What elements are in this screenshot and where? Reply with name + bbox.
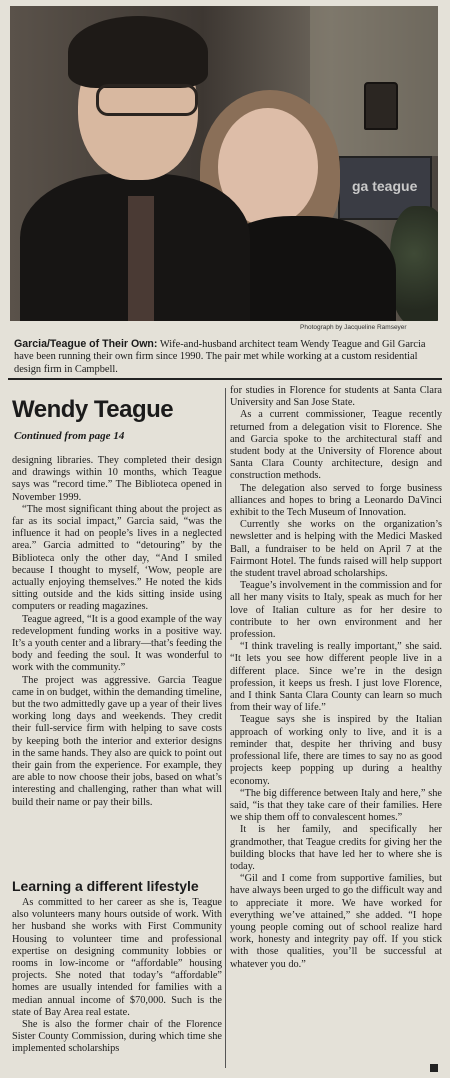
paragraph: She is also the former chair of the Florence Sister County Commission, during which time she implemented scholarships xyxy=(12,1019,222,1055)
paragraph: Teague’s involvement in the commission and for all her many visits to Italy, speak as much for her love of Italian culture as for her desire to contribute to her own environment and her profession. xyxy=(230,580,442,641)
paragraph: As a current commissioner, Teague recently returned from a delegation visit to Florence. She and Garcia spoke to the architectural staff and student body at the University of Florence about Santa Clara County architecture, design and construction methods. xyxy=(230,409,442,482)
sign-text: ga teague xyxy=(352,178,418,194)
column-divider xyxy=(225,388,226,1068)
paragraph: “The big difference between Italy and here,” she said, “is that they take care of their families. Here we ship them off to convalescent homes.” xyxy=(230,787,442,824)
man-tie xyxy=(128,196,154,321)
paragraph: “The most significant thing about the project as far as its social impact,” Garcia said, “was the influence it had on people’s lives in a neglected area.” Garcia admitted to “detouring” by the Biblioteca only the other day, “And I smiled because I thought to myself, ‘Wow, people are actually enjoying themselves.” He noted the kids sitting outside and the kids sitting inside using computers or reading magazines. xyxy=(12,503,222,613)
caption-lead: Garcia/Teague of Their Own: xyxy=(14,338,158,350)
paragraph: “Gil and I come from supportive families, but have always been urged to go the difficult way and to appreciate it more. We have worked for everything we’ve attained,” she added. “I hope young people coming out of school realize hard work, honesty and integrity pay off. If you stick with those qualities, you’ll be successful at whatever you do.” xyxy=(230,873,442,970)
glasses-icon xyxy=(96,84,198,116)
paragraph: The project was aggressive. Garcia Teague came in on budget, within the demanding timeline, but the two admittedly gave up a year of their lives working long days and weekends. They credit their full-service firm with helping to save costs by keeping both the interior and exterior designs in the same hands. They also are quick to point out their gain from the experience. For example, they are able to now choose their jobs, based on what’s interesting and challenging, rather than what will build their name or pay their bills. xyxy=(12,674,222,808)
right-column xyxy=(230,385,442,971)
wall-lamp-icon xyxy=(364,82,398,130)
horizontal-rule xyxy=(8,378,442,380)
left-column-2 xyxy=(12,897,222,1056)
photo-caption xyxy=(14,338,438,376)
plant xyxy=(390,206,438,321)
man-hair xyxy=(68,16,208,88)
paragraph: designing libraries. They completed their design and drawings within 10 months, which Teague says was “record time.” The Biblioteca opened in November 1999. xyxy=(12,455,222,503)
photo-credit: Photograph by Jacqueline Ramseyer xyxy=(300,324,407,331)
paragraph: Teague agreed, “It is a good example of the way redevelopment funding works in a positive way. It’s a youth center and a library—that’s feeding the body and feeding the soul. It was wonderful to work with the community.” xyxy=(12,613,222,674)
section-subhead: Learning a different lifestyle xyxy=(12,878,199,894)
left-column xyxy=(12,455,222,809)
article-photo xyxy=(10,6,438,321)
paragraph: As committed to her career as she is, Teague also volunteers many hours outside of work. With her husband she works with First Community Housing to volunteer time and professional expertise on designing community lobbies or rooms in low-income or “affordable” housing projects. She noted that today’s “affordable” homes are usually intended for families with a median annual income of $70,000. Such is the state of Bay Area real estate. xyxy=(12,897,222,1018)
paragraph: It is her family, and specifically her grandmother, that Teague credits for giving her the building blocks that have led her to where she is today. xyxy=(230,824,442,872)
continued-from: Continued from page 14 xyxy=(14,430,125,442)
article-headline: Wendy Teague xyxy=(12,396,174,423)
paragraph: Currently she works on the organization’s newsletter and is helping with the Medici Masked Ball, a fundraiser to be held on April 7 at the Fairmont Hotel. The funds raised will help support the student travel abroad scholarships. xyxy=(230,519,442,580)
paragraph: “I think traveling is really important,” she said. “It lets you see how different people live in a different place. Since we’re in the design profession, it keeps us fresh. I just love Florence, and I think Santa Clara County can learn so much from their way of life.” xyxy=(230,641,442,714)
paragraph: Teague says she is inspired by the Italian approach of working only to live, and it is a reminder that, despite her thriving and busy professional life, there are times to say no as good projects keep popping up during a healthy economy. xyxy=(230,714,442,787)
end-mark-icon xyxy=(430,1064,438,1072)
paragraph: for studies in Florence for students at Santa Clara University and San Jose State. xyxy=(230,385,442,409)
paragraph: The delegation also served to forge business alliances and hopes to bring a Leonardo DaVinci exhibit to the Tech Museum of Innovation. xyxy=(230,482,442,519)
caption-text: Wife-and-husband architect team Wendy Teague and Gil Garcia have been running their own firm since 1990. The pair met while working at a custom residential design firm in Campbell. xyxy=(14,339,426,375)
